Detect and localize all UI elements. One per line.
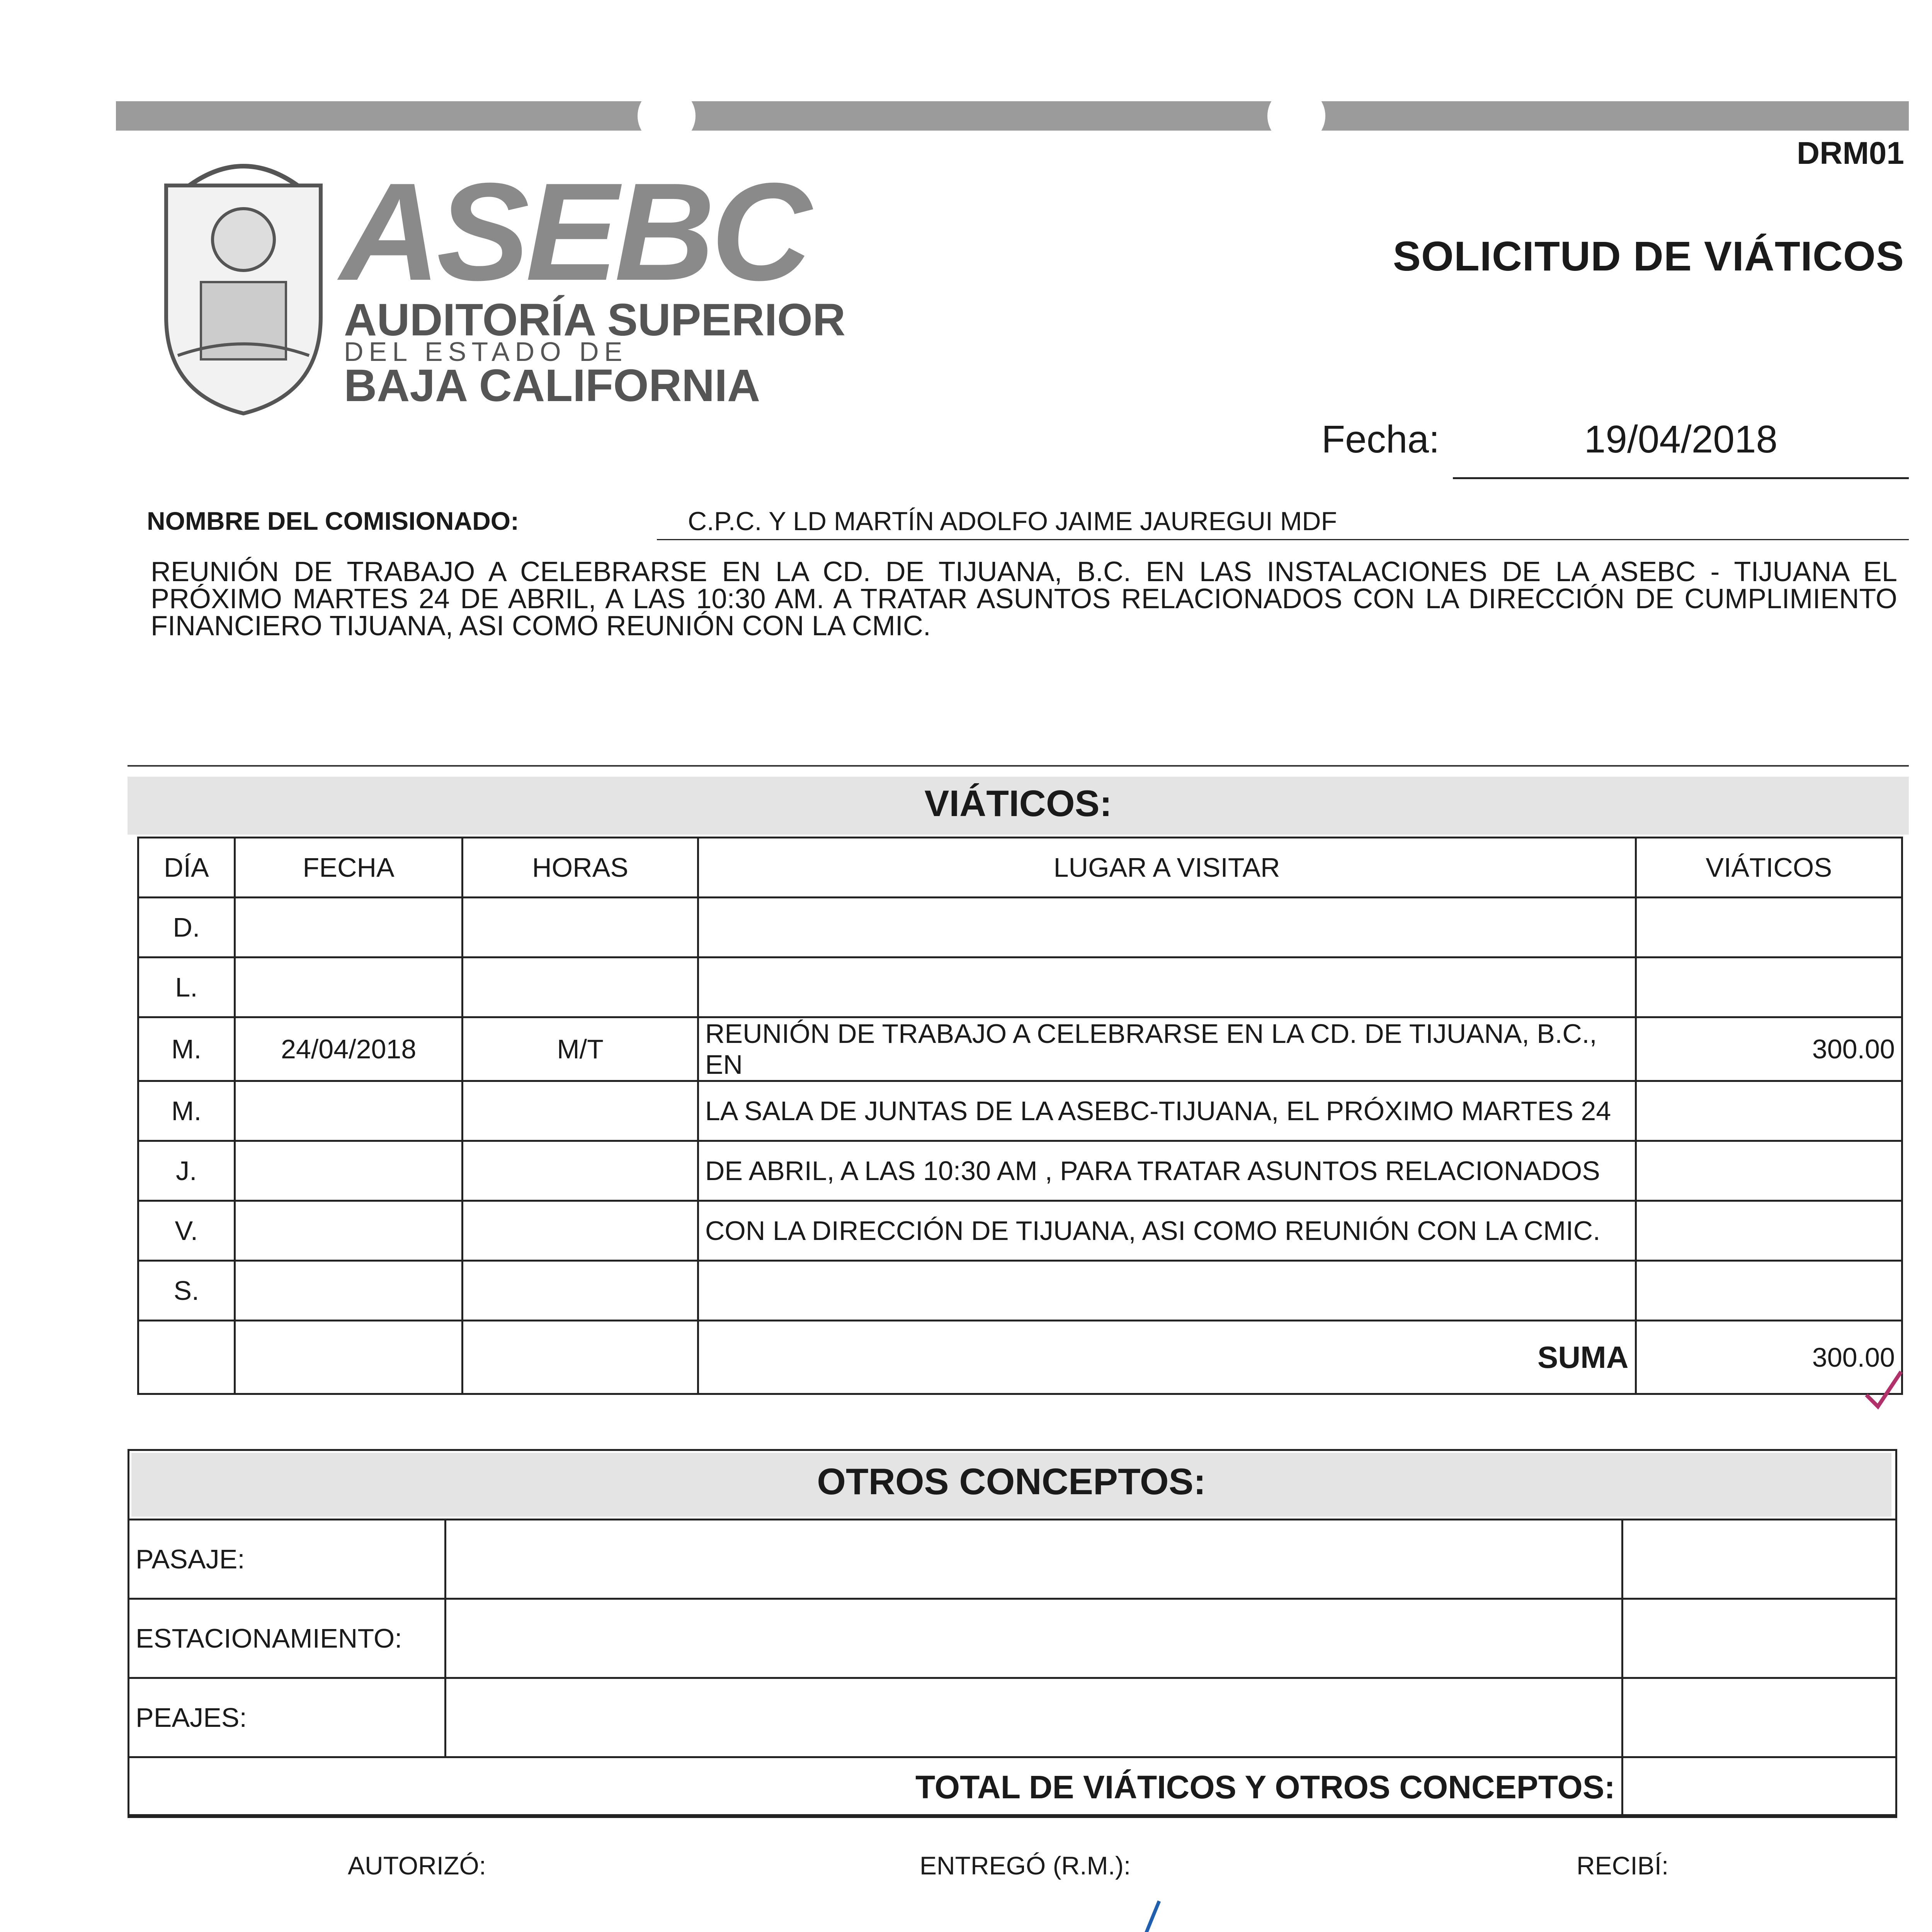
punch-hole <box>638 87 696 145</box>
cell-lugar: LA SALA DE JUNTAS DE LA ASEBC-TIJUANA, EL PRÓXIMO MARTES 24 <box>698 1081 1636 1141</box>
table-row <box>138 1017 1902 1081</box>
empty-cell <box>138 1321 235 1394</box>
cell-viaticos: 300.00 <box>1636 1017 1902 1081</box>
cell-lugar: REUNIÓN DE TRABAJO A CELEBRARSE EN LA CD. DE TIJUANA, B.C., EN <box>698 1017 1636 1081</box>
cell-horas <box>463 1081 698 1141</box>
cell-dia: S. <box>138 1261 235 1321</box>
cell-dia: V. <box>138 1201 235 1261</box>
commissioner-underline <box>657 539 1909 540</box>
cell-lugar <box>698 1261 1636 1321</box>
cell-dia: L. <box>138 957 235 1017</box>
cell-viaticos <box>1636 1201 1902 1261</box>
logo-line-3: BAJA CALIFORNIA <box>344 360 760 411</box>
header-dia: DÍA <box>138 838 235 898</box>
empty-cell <box>1622 1678 1896 1757</box>
empty-cell <box>445 1520 1622 1599</box>
cell-fecha <box>235 1261 463 1321</box>
concept-label: PEAJES: <box>129 1678 446 1757</box>
signature-recibi-icon <box>1488 1920 1913 1932</box>
table-row <box>129 1599 1896 1678</box>
suma-row <box>138 1321 1902 1394</box>
logo-acronym: ASEBC <box>340 154 808 310</box>
concept-label: ESTACIONAMIENTO: <box>129 1599 446 1678</box>
table-header-row <box>138 838 1902 898</box>
cell-horas: M/T <box>463 1017 698 1081</box>
concept-label: PASAJE: <box>129 1520 446 1599</box>
date-underline <box>1453 477 1909 479</box>
table-row <box>138 957 1902 1017</box>
total-label: TOTAL DE VIÁTICOS Y OTROS CONCEPTOS: <box>129 1757 1622 1817</box>
cell-fecha <box>235 1201 463 1261</box>
cell-viaticos <box>1636 898 1902 957</box>
cell-dia: J. <box>138 1141 235 1201</box>
logo-line-2: DEL ESTADO DE <box>344 337 628 367</box>
empty-cell <box>1622 1520 1896 1599</box>
cell-lugar <box>698 898 1636 957</box>
header-horas: HORAS <box>463 838 698 898</box>
table-row <box>138 1141 1902 1201</box>
logo-line-1: AUDITORÍA SUPERIOR <box>344 294 846 345</box>
suma-label: SUMA <box>698 1321 1636 1394</box>
empty-cell <box>445 1678 1622 1757</box>
table-row <box>138 1201 1902 1261</box>
total-row <box>129 1757 1896 1817</box>
empty-cell <box>1622 1599 1896 1678</box>
cell-lugar <box>698 957 1636 1017</box>
top-bar <box>116 101 1909 131</box>
separator-line <box>128 765 1909 767</box>
empty-cell <box>235 1321 463 1394</box>
cell-horas <box>463 1201 698 1261</box>
cell-fecha <box>235 1141 463 1201</box>
date-value: 19/04/2018 <box>1584 418 1778 461</box>
cell-horas <box>463 1261 698 1321</box>
form-code: DRM01 <box>1797 136 1904 171</box>
cell-fecha: 24/04/2018 <box>235 1017 463 1081</box>
cell-fecha <box>235 898 463 957</box>
cell-viaticos <box>1636 957 1902 1017</box>
table-row <box>129 1520 1896 1599</box>
empty-cell <box>463 1321 698 1394</box>
cell-fecha <box>235 1081 463 1141</box>
otros-table <box>128 1519 1897 1818</box>
date-label: Fecha: <box>1321 418 1440 461</box>
cell-viaticos <box>1636 1261 1902 1321</box>
suma-value: 300.00 <box>1636 1321 1902 1394</box>
punch-hole <box>1267 87 1325 145</box>
document-title: SOLICITUD DE VIÁTICOS <box>1393 233 1904 279</box>
table-row <box>138 1261 1902 1321</box>
cell-viaticos <box>1636 1141 1902 1201</box>
cell-viaticos <box>1636 1081 1902 1141</box>
table-row <box>138 1081 1902 1141</box>
autorizo-label: AUTORIZÓ: <box>348 1851 486 1880</box>
header-viaticos: VIÁTICOS <box>1636 838 1902 898</box>
entrego-label: ENTREGÓ (R.M.): <box>920 1851 1131 1880</box>
trip-description: REUNIÓN DE TRABAJO A CELEBRARSE EN LA CD. DE TIJUANA, B.C. EN LAS INSTALACIONES DE LA ASEBC - TIJUANA EL PRÓXIMO MARTES 24 DE ABRIL, A LAS 10:30 AM. A TRATAR ASUNTOS RELACIONADOS CON LA DIRECCIÓN DE CUMPLIMIENTO FINANCIERO TIJUANA, ASI COMO REUNIÓN CON LA CMIC. <box>151 556 1897 641</box>
state-seal-icon <box>155 155 332 417</box>
empty-cell <box>445 1599 1622 1678</box>
signature-entrego-icon <box>773 1893 1391 1932</box>
cell-horas <box>463 898 698 957</box>
cell-horas <box>463 1141 698 1201</box>
commissioner-name: C.P.C. Y LD MARTÍN ADOLFO JAIME JAUREGUI MDF <box>688 507 1337 536</box>
cell-fecha <box>235 957 463 1017</box>
total-value <box>1622 1757 1896 1817</box>
otros-title: OTROS CONCEPTOS: <box>817 1461 1206 1502</box>
viaticos-title: VIÁTICOS: <box>924 783 1112 824</box>
table-row <box>129 1678 1896 1757</box>
cell-horas <box>463 957 698 1017</box>
commissioner-label: NOMBRE DEL COMISIONADO: <box>147 507 519 535</box>
recibi-label: RECIBÍ: <box>1577 1851 1669 1880</box>
check-mark-icon <box>1862 1368 1905 1414</box>
cell-lugar: DE ABRIL, A LAS 10:30 AM , PARA TRATAR ASUNTOS RELACIONADOS <box>698 1141 1636 1201</box>
cell-dia: D. <box>138 898 235 957</box>
cell-lugar: CON LA DIRECCIÓN DE TIJUANA, ASI COMO REUNIÓN CON LA CMIC. <box>698 1201 1636 1261</box>
header-fecha: FECHA <box>235 838 463 898</box>
cell-dia: M. <box>138 1017 235 1081</box>
table-row <box>138 898 1902 957</box>
viaticos-table <box>137 837 1903 1395</box>
cell-dia: M. <box>138 1081 235 1141</box>
header-lugar: LUGAR A VISITAR <box>698 838 1636 898</box>
